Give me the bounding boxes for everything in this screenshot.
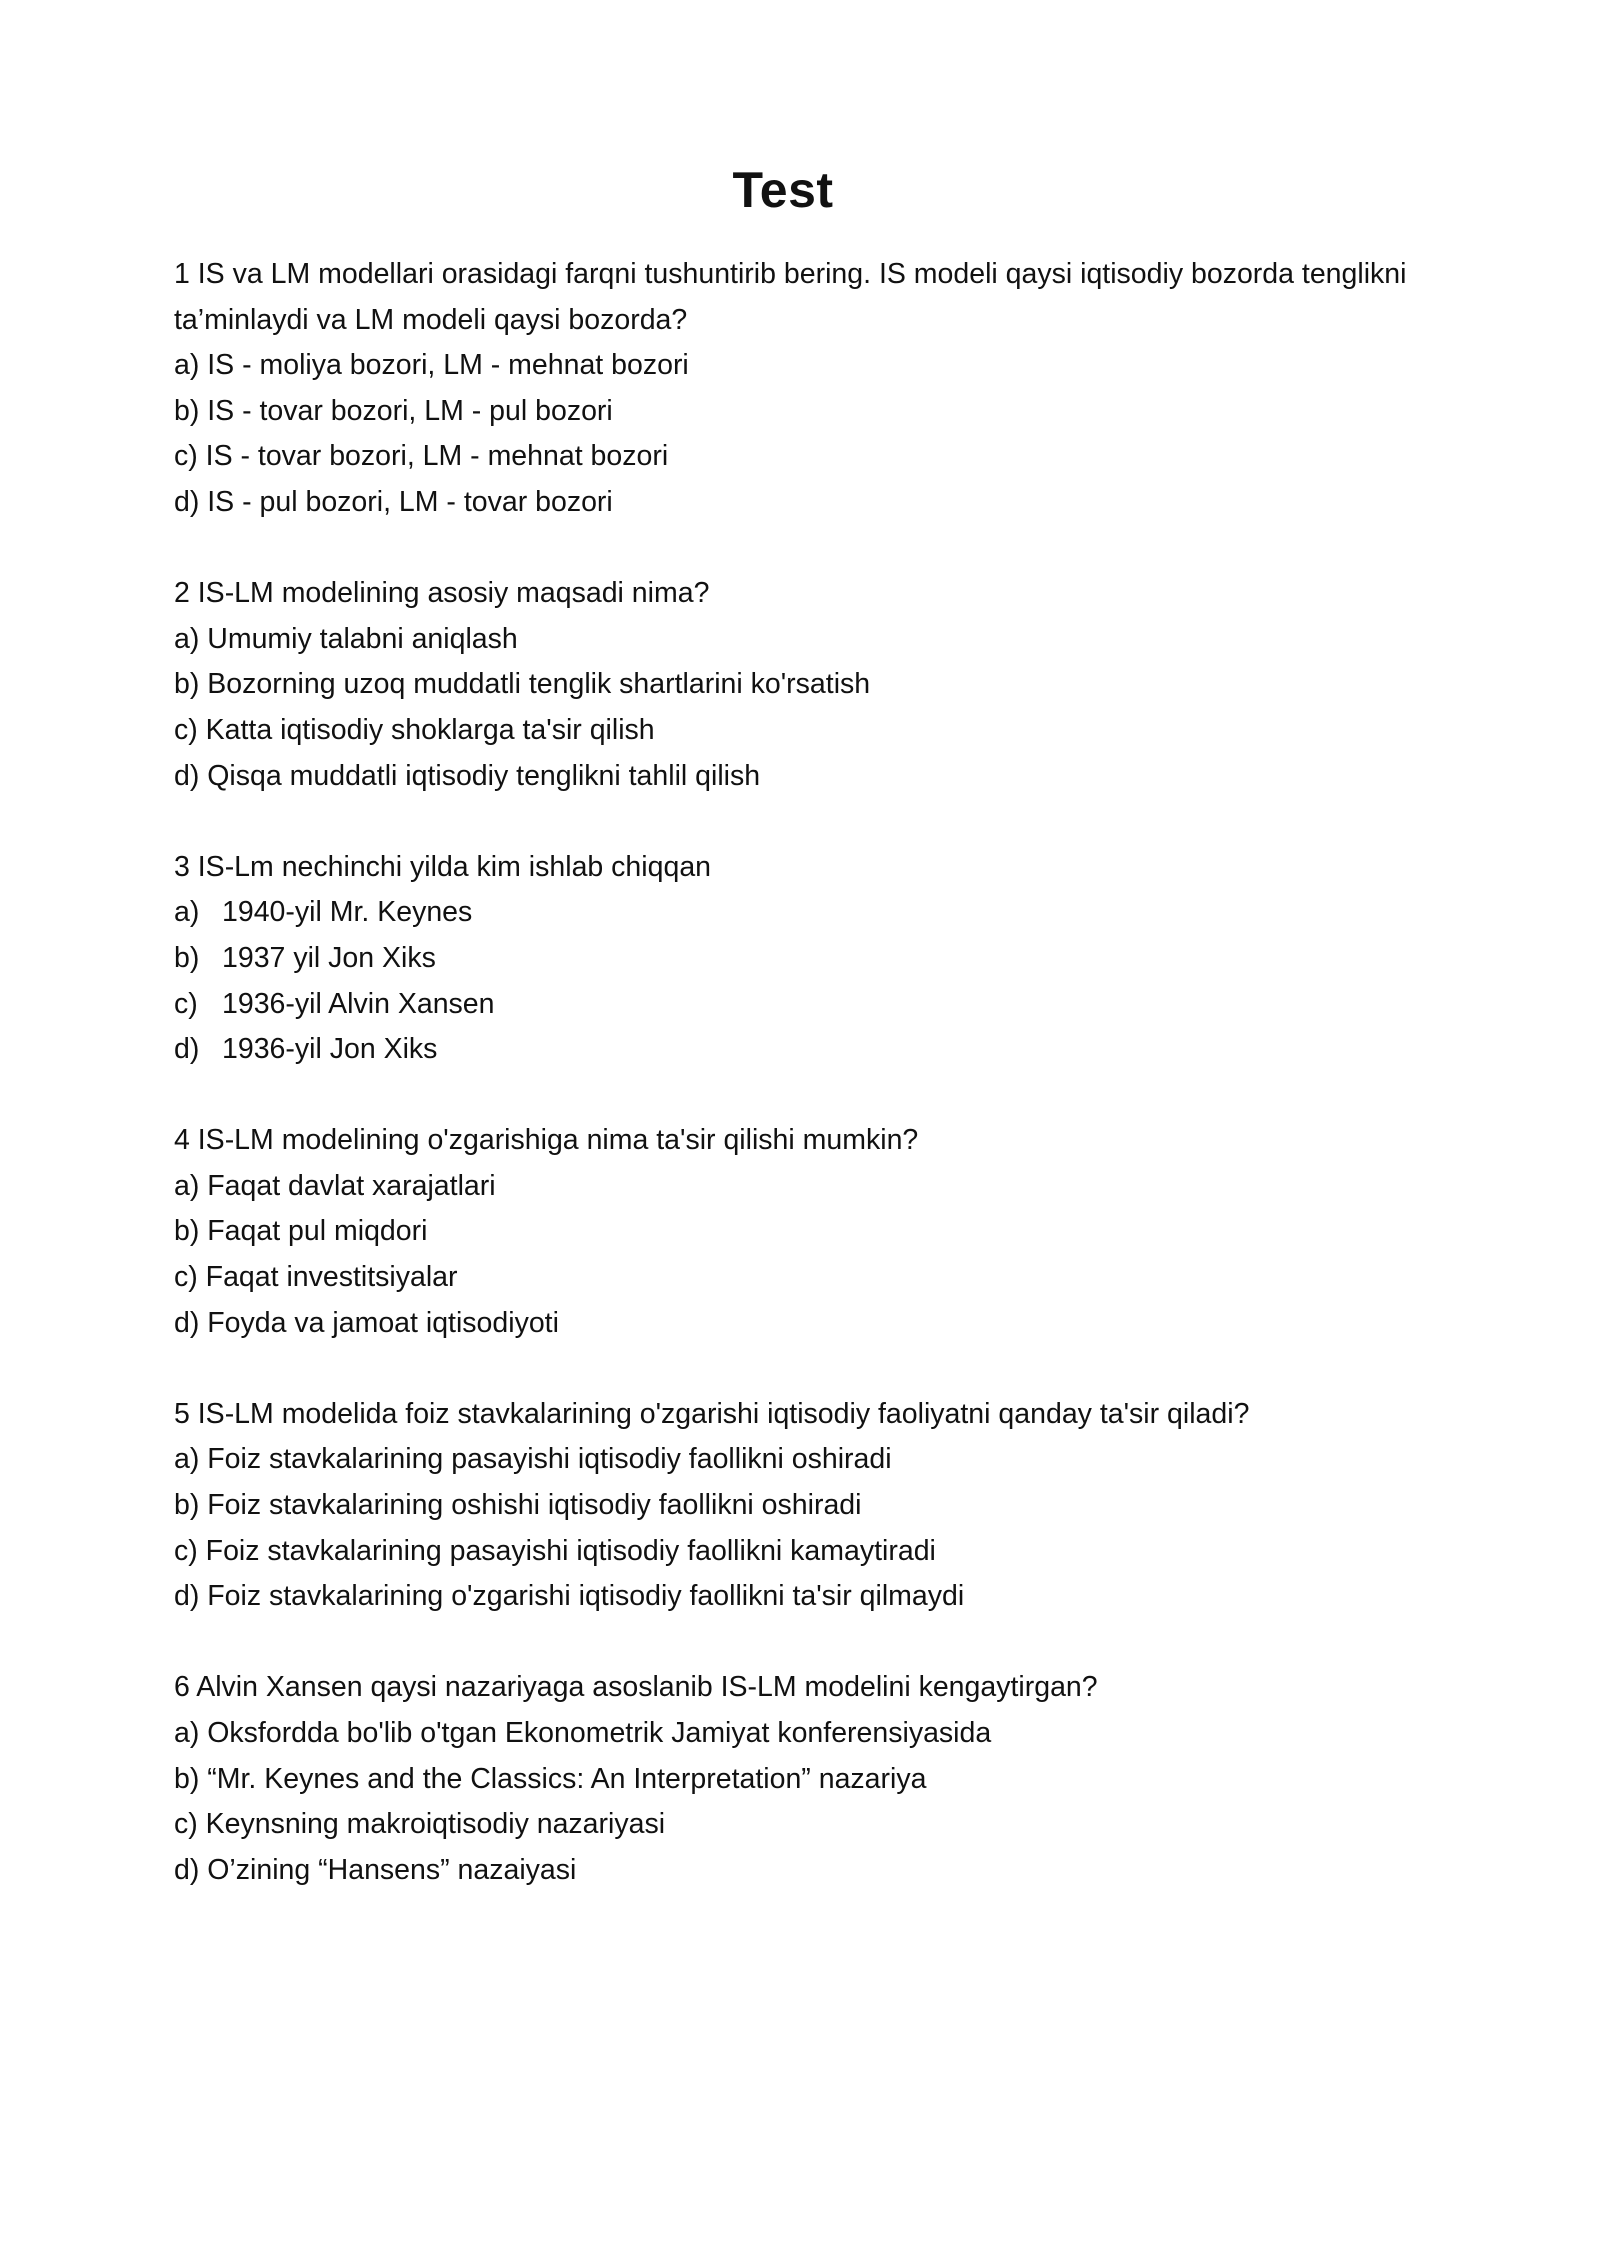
option-c	[174, 982, 1474, 1028]
question-2	[174, 571, 1474, 799]
question-text: 6 Alvin Xansen qaysi nazariyaga asoslanib IS-LM modelini kengaytirgan?	[174, 1671, 1098, 1704]
option-c: c) Keynsning makroiqtisodiy nazariyasi	[174, 1808, 666, 1841]
option-text: 1937 yil Jon Xiks	[222, 941, 436, 974]
option-c: c) Faqat investitsiyalar	[174, 1261, 458, 1294]
option-letter: c)	[174, 987, 198, 1020]
question-6	[174, 1665, 1474, 1893]
option-d: d) Qisqa muddatli iqtisodiy tenglikni tahlil qilish	[174, 759, 761, 792]
option-c: c) IS - tovar bozori, LM - mehnat bozori	[174, 440, 669, 473]
page-title: Test	[732, 162, 834, 218]
option-text: 1936-yil Jon Xiks	[222, 1033, 438, 1066]
option-a: a) Foiz stavkalarining pasayishi iqtisodiy faollikni oshiradi	[174, 1443, 892, 1476]
question-list	[174, 252, 1474, 1939]
option-a	[174, 890, 1474, 936]
option-a: a) Umumiy talabni aniqlash	[174, 622, 518, 655]
option-a: a) Faqat davlat xarajatlari	[174, 1169, 496, 1202]
option-d	[174, 1027, 1474, 1073]
question-text: 4 IS-LM modelining o'zgarishiga nima ta'sir qilishi mumkin?	[174, 1124, 919, 1157]
question-5	[174, 1392, 1474, 1620]
question-1	[174, 252, 1474, 526]
option-d: d) Foyda va jamoat iqtisodiyoti	[174, 1306, 559, 1339]
option-b: b) “Mr. Keynes and the Classics: An Interpretation” nazariya	[174, 1762, 927, 1795]
option-d: d) IS - pul bozori, LM - tovar bozori	[174, 485, 613, 518]
option-text: 1936-yil Alvin Xansen	[222, 987, 495, 1020]
question-text: 1 IS va LM modellari orasidagi farqni tushuntirib bering. IS modeli qaysi iqtisodiy bozorda tenglikni ta’minlaydi va LM modeli qaysi bozorda?	[174, 258, 1407, 336]
option-b: b) Bozorning uzoq muddatli tenglik shartlarini ko'rsatish	[174, 668, 871, 701]
option-d: d) O’zining “Hansens” nazaiyasi	[174, 1853, 577, 1886]
question-text: 5 IS-LM modelida foiz stavkalarining o'zgarishi iqtisodiy faoliyatni qanday ta'sir qiladi?	[174, 1397, 1250, 1430]
option-letter: a)	[174, 896, 200, 929]
question-text: 2 IS-LM modelining asosiy maqsadi nima?	[174, 577, 710, 610]
option-b: b) IS - tovar bozori, LM - pul bozori	[174, 394, 613, 427]
question-3	[174, 845, 1474, 1073]
option-b: b) Foiz stavkalarining oshishi iqtisodiy faollikni oshiradi	[174, 1489, 862, 1522]
option-a: a) Oksfordda bo'lib o'tgan Ekonometrik Jamiyat konferensiyasida	[174, 1717, 992, 1749]
option-c: c) Foiz stavkalarining pasayishi iqtisodiy faollikni kamaytiradi	[174, 1534, 936, 1567]
option-letter: d)	[174, 1033, 200, 1066]
question-4	[174, 1118, 1474, 1346]
option-d: d) Foiz stavkalarining o'zgarishi iqtisodiy faollikni ta'sir qilmaydi	[174, 1580, 965, 1613]
option-a: a) IS - moliya bozori, LM - mehnat bozori	[174, 349, 689, 382]
option-b	[174, 936, 1474, 982]
option-text: 1940-yil Mr. Keynes	[222, 896, 473, 929]
question-text: 3 IS-Lm nechinchi yilda kim ishlab chiqqan	[174, 850, 712, 883]
option-letter: b)	[174, 941, 200, 974]
option-c: c) Katta iqtisodiy shoklarga ta'sir qilish	[174, 713, 655, 746]
option-b: b) Faqat pul miqdori	[174, 1215, 428, 1248]
